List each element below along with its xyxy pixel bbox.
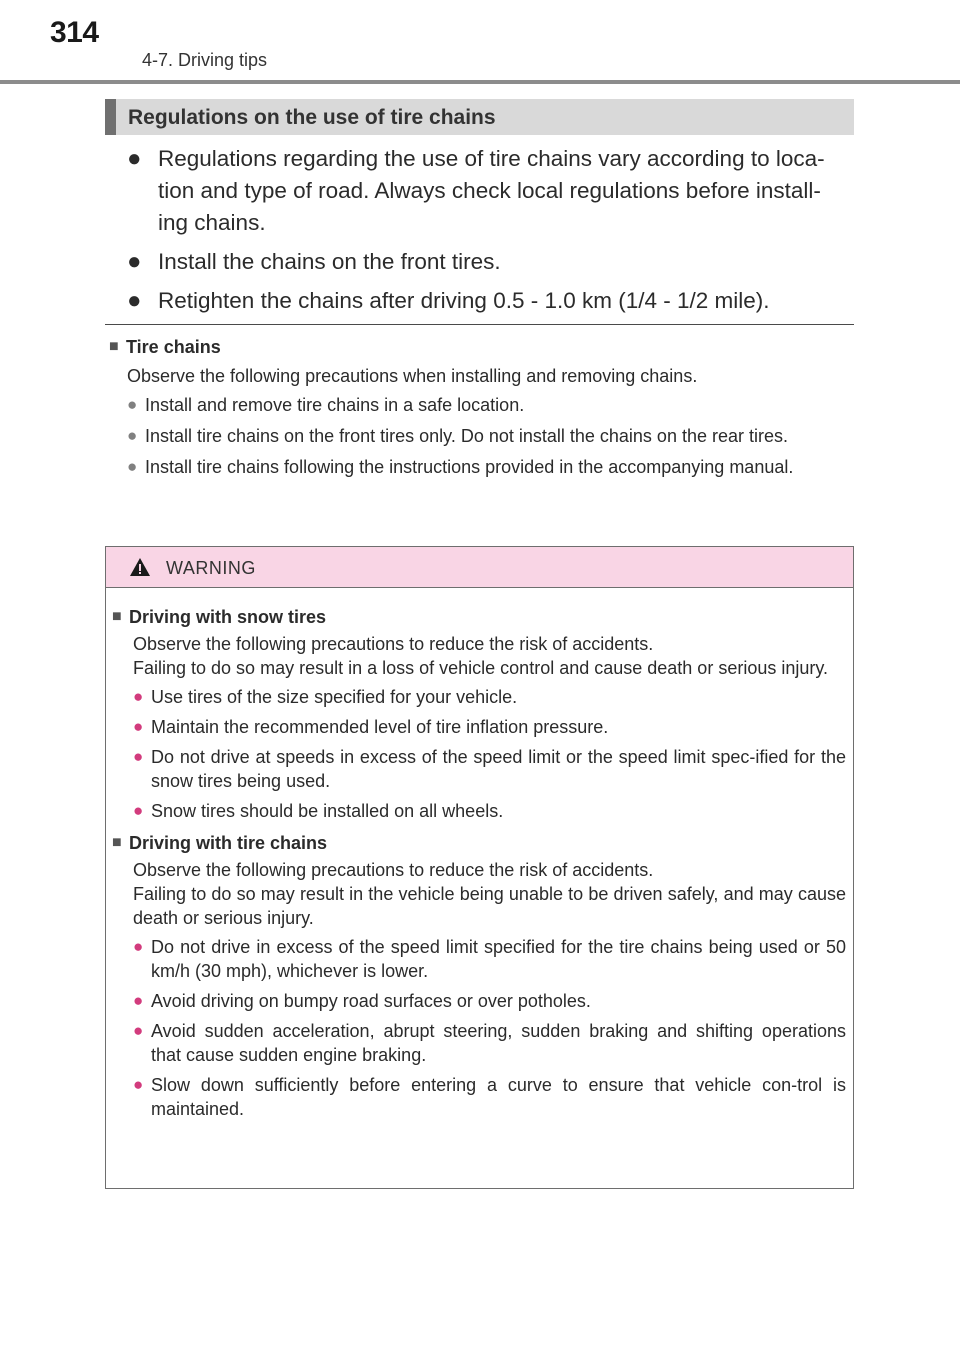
tire-chains-note bbox=[109, 335, 854, 486]
bullet-dot-icon: ● bbox=[133, 687, 144, 706]
main-bullet-text: Retighten the chains after driving 0.5 - 1.0 km (1/4 - 1/2 mile). bbox=[158, 288, 770, 313]
bullet-dot-icon: ● bbox=[127, 426, 138, 445]
warning-triangle-icon bbox=[129, 557, 151, 577]
note-list-item bbox=[109, 393, 854, 417]
warning-item-text: Do not drive at speeds in excess of the speed limit or the speed limit spec-ified for the snow tires being used. bbox=[151, 747, 846, 791]
page-number: 314 bbox=[50, 16, 99, 49]
square-bullet-icon: ■ bbox=[112, 608, 122, 625]
note-list-item bbox=[109, 424, 854, 448]
bullet-dot-icon: ● bbox=[133, 717, 144, 736]
square-bullet-icon: ■ bbox=[109, 338, 119, 355]
warning-list-item bbox=[112, 989, 846, 1013]
warning-list-item bbox=[112, 685, 846, 709]
bullet-dot-icon: ● bbox=[127, 457, 138, 476]
warning-list-item bbox=[112, 1019, 846, 1067]
bullet-dot-icon: ● bbox=[133, 801, 144, 820]
main-bullet-item bbox=[127, 285, 857, 317]
warning-item-text: Snow tires should be installed on all wheels. bbox=[151, 801, 504, 821]
page-header bbox=[0, 0, 960, 84]
section-breadcrumb: 4-7. Driving tips bbox=[142, 50, 268, 70]
warning-box bbox=[105, 546, 854, 1189]
warning-intro: Observe the following precautions to reduce the risk of accidents. Failing to do so may result in the vehicle being unable to be driven safely, and may cause death or serious injury. bbox=[133, 860, 846, 928]
note-heading bbox=[109, 335, 854, 359]
header-divider bbox=[0, 80, 960, 84]
bullet-dot-icon: ● bbox=[127, 395, 138, 414]
bullet-dot-icon: ● bbox=[127, 287, 142, 314]
note-list-item bbox=[109, 455, 854, 479]
warning-item-text: Use tires of the size specified for your vehicle. bbox=[151, 687, 518, 707]
warning-item-text: Avoid sudden acceleration, abrupt steering, sudden braking and shifting operations that cause sudden engine braking. bbox=[151, 1021, 846, 1065]
main-bullet-text: Regulations regarding the use of tire chains vary according to loca- tion and type of road. Always check local regulations before install- ing chains. bbox=[158, 146, 825, 235]
warning-item-text: Slow down sufficiently before entering a curve to ensure that vehicle con-trol is maintained. bbox=[151, 1075, 846, 1119]
warning-list-item bbox=[112, 799, 846, 823]
section-title: Regulations on the use of tire chains bbox=[128, 106, 496, 129]
warning-intro: Observe the following precautions to reduce the risk of accidents. Failing to do so may result in a loss of vehicle control and cause death or serious injury. bbox=[133, 634, 829, 678]
main-bullet-item bbox=[127, 246, 857, 278]
warning-item-text: Do not drive in excess of the speed limit specified for the tire chains being used or 50 km/h (30 mph), whichever is lower. bbox=[151, 937, 846, 981]
warning-item-text: Avoid driving on bumpy road surfaces or over potholes. bbox=[151, 991, 591, 1011]
bullet-dot-icon: ● bbox=[127, 248, 142, 275]
bullet-dot-icon: ● bbox=[133, 1021, 144, 1040]
note-item-text: Install tire chains on the front tires only. Do not install the chains on the rear tires. bbox=[145, 426, 788, 446]
title-accent-bar bbox=[105, 99, 116, 135]
note-intro: Observe the following precautions when installing and removing chains. bbox=[127, 366, 698, 386]
section-title-bar bbox=[105, 99, 854, 135]
warning-body bbox=[112, 605, 846, 1129]
warning-heading-text: Driving with snow tires bbox=[129, 607, 327, 627]
warning-list-item bbox=[112, 1073, 846, 1121]
note-item-text: Install and remove tire chains in a safe location. bbox=[145, 395, 525, 415]
warning-item-text: Maintain the recommended level of tire inflation pressure. bbox=[151, 717, 609, 737]
main-bullet-text: Install the chains on the front tires. bbox=[158, 249, 501, 274]
warning-heading-text: Driving with tire chains bbox=[129, 833, 328, 853]
bullet-dot-icon: ● bbox=[133, 937, 144, 956]
bullet-dot-icon: ● bbox=[133, 747, 144, 766]
main-bullet-list bbox=[127, 143, 857, 324]
bullet-dot-icon: ● bbox=[133, 1075, 144, 1094]
warning-section-snow-tires bbox=[112, 605, 846, 823]
warning-section-tire-chains bbox=[112, 831, 846, 1121]
section-divider bbox=[105, 324, 854, 325]
bullet-dot-icon: ● bbox=[127, 145, 142, 172]
note-item-text: Install tire chains following the instructions provided in the accompanying manual. bbox=[145, 457, 794, 477]
square-bullet-icon: ■ bbox=[112, 834, 122, 851]
warning-list-item bbox=[112, 935, 846, 983]
main-bullet-item bbox=[127, 143, 857, 239]
warning-section-heading bbox=[112, 831, 846, 855]
warning-title: WARNING bbox=[166, 558, 256, 578]
warning-list-item bbox=[112, 715, 846, 739]
warning-list-item bbox=[112, 745, 846, 793]
warning-header bbox=[106, 547, 853, 588]
warning-section-heading bbox=[112, 605, 846, 629]
bullet-dot-icon: ● bbox=[133, 991, 144, 1010]
note-heading-text: Tire chains bbox=[126, 337, 221, 357]
